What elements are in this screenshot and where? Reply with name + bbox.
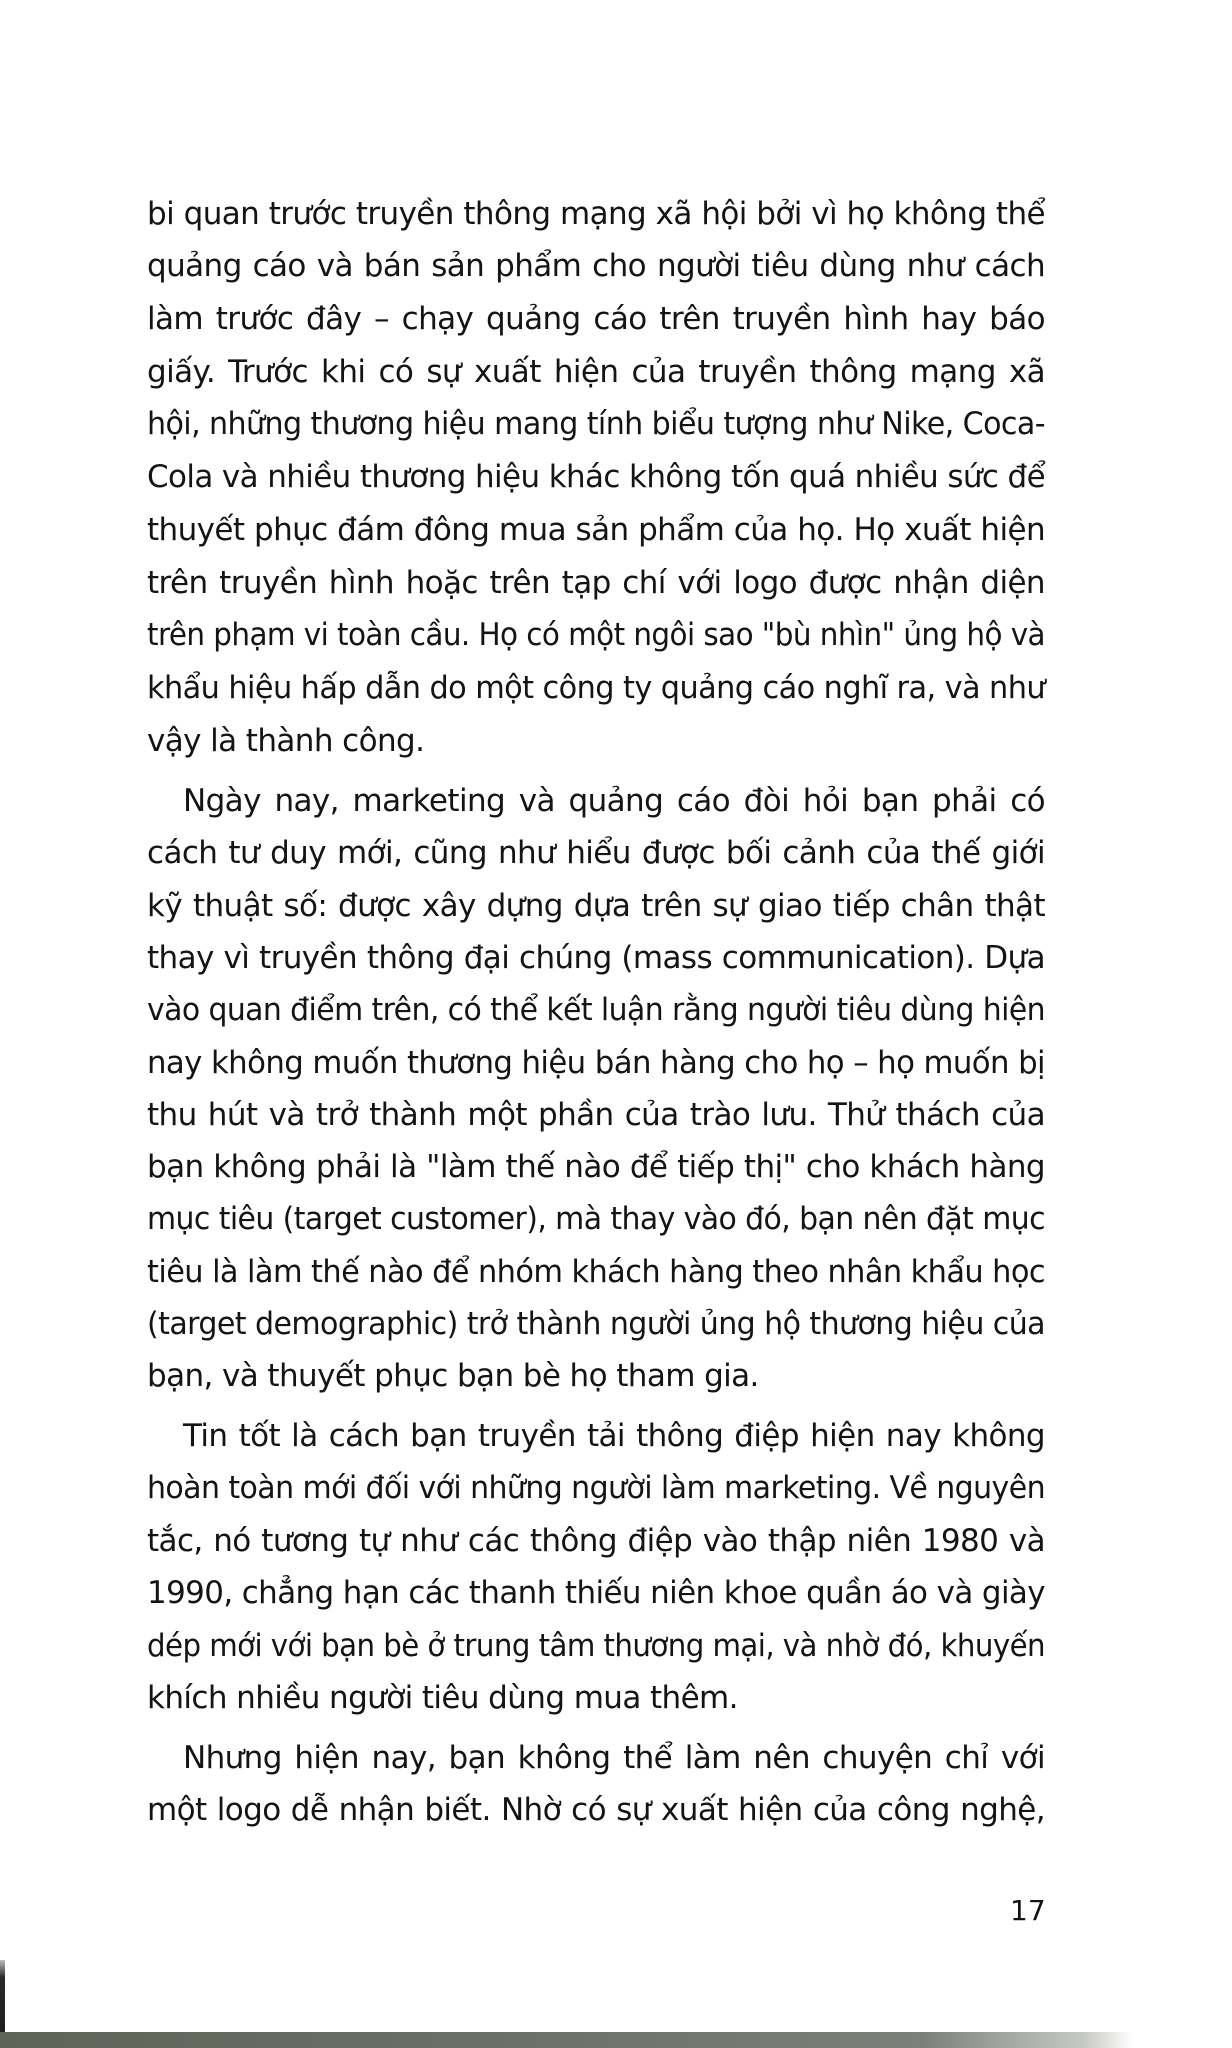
text-line: khẩu hiệu hấp dẫn do một công ty quảng cáo nghĩ ra, và như — [147, 670, 1045, 706]
text-line: mục tiêu (target customer), mà thay vào đó, bạn nên đặt mục — [147, 1201, 1045, 1237]
text-line: cách tư duy mới, cũng như hiểu được bối cảnh của thế giới — [147, 835, 1045, 871]
text-line: vậy là thành công. — [147, 723, 425, 759]
text-line: tắc, nó tương tự như các thông điệp vào thập niên 1980 và — [147, 1523, 1045, 1559]
text-line: (target demographic) trở thành người ủng hộ thương hiệu của — [147, 1306, 1045, 1342]
scan-bottom-edge — [0, 2032, 1232, 2048]
text-line: trên phạm vi toàn cầu. Họ có một ngôi sao "bù nhìn" ủng hộ và — [147, 617, 1045, 653]
text-line: hoàn toàn mới đối với những người làm marketing. Về nguyên — [147, 1470, 1045, 1506]
text-line: giấy. Trước khi có sự xuất hiện của truyền thông mạng xã — [147, 354, 1045, 390]
text-line: 1990, chẳng hạn các thanh thiếu niên khoe quần áo và giày — [147, 1575, 1045, 1611]
text-line: tiêu là làm thế nào để nhóm khách hàng theo nhân khẩu học — [147, 1254, 1045, 1290]
text-line: bi quan trước truyền thông mạng xã hội bởi vì họ không thể — [147, 196, 1045, 232]
text-line: vào quan điểm trên, có thể kết luận rằng người tiêu dùng hiện — [147, 992, 1045, 1028]
text-line: kỹ thuật số: được xây dựng dựa trên sự giao tiếp chân thật — [147, 888, 1045, 924]
text-line: một logo dễ nhận biết. Nhờ có sự xuất hiện của công nghệ, — [147, 1792, 1045, 1828]
text-line: Ngày nay, marketing và quảng cáo đòi hỏi bạn phải có — [183, 783, 1045, 819]
text-line: Cola và nhiều thương hiệu khác không tốn quá nhiều sức để — [147, 459, 1045, 495]
text-line: Nhưng hiện nay, bạn không thể làm nên chuyện chỉ với — [183, 1740, 1045, 1776]
text-line: nay không muốn thương hiệu bán hàng cho họ – họ muốn bị — [147, 1045, 1045, 1081]
text-line: bạn, và thuyết phục bạn bè họ tham gia. — [147, 1358, 759, 1394]
text-line: hội, những thương hiệu mang tính biểu tượng như Nike, Coca- — [147, 406, 1045, 442]
page-number: 17 — [1010, 1894, 1046, 1927]
text-line: Tin tốt là cách bạn truyền tải thông điệp hiện nay không — [183, 1418, 1045, 1454]
text-line: dép mới với bạn bè ở trung tâm thương mại, và nhờ đó, khuyến — [147, 1628, 1045, 1664]
text-line: bạn không phải là "làm thế nào để tiếp thị" cho khách hàng — [147, 1149, 1045, 1185]
text-line: thay vì truyền thông đại chúng (mass communication). Dựa — [147, 940, 1045, 976]
text-line: thu hút và trở thành một phần của trào lưu. Thử thách của — [147, 1097, 1045, 1133]
text-line: khích nhiều người tiêu dùng mua thêm. — [147, 1680, 738, 1716]
text-line: trên truyền hình hoặc trên tạp chí với logo được nhận diện — [147, 565, 1045, 601]
text-line: thuyết phục đám đông mua sản phẩm của họ. Họ xuất hiện — [147, 512, 1045, 548]
text-line: làm trước đây – chạy quảng cáo trên truyền hình hay báo — [147, 301, 1045, 337]
text-line: quảng cáo và bán sản phẩm cho người tiêu dùng như cách — [147, 248, 1045, 284]
